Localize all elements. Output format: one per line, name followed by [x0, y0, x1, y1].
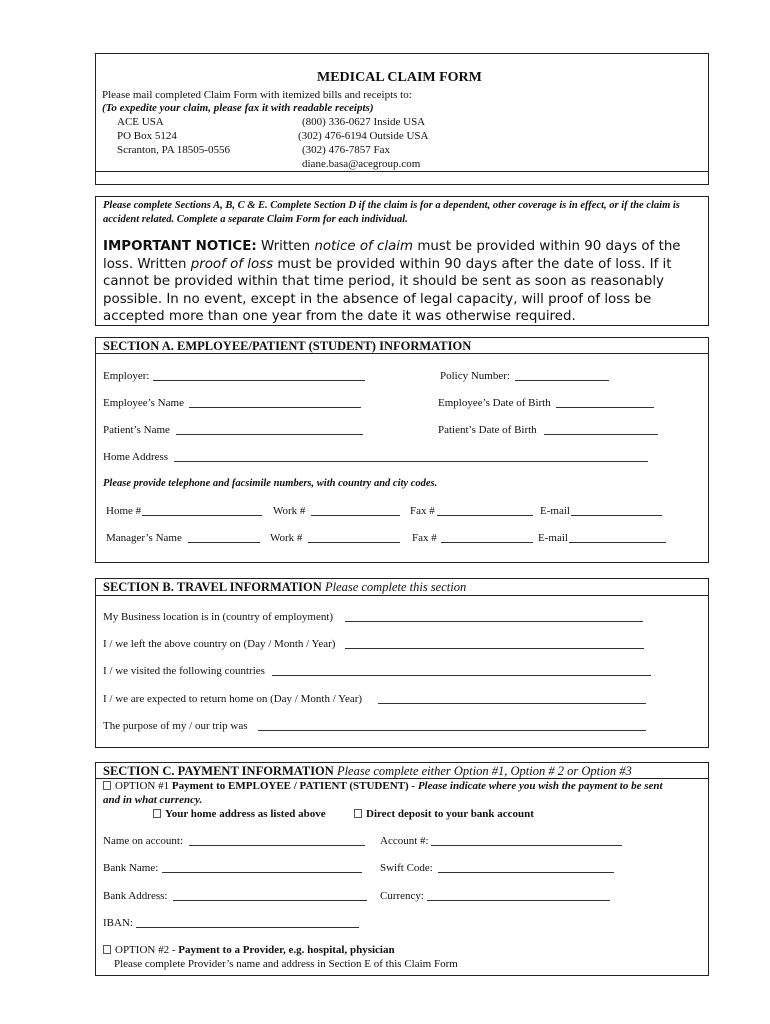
home-phone-input[interactable]: [142, 505, 262, 516]
direct-deposit-option: [354, 808, 534, 820]
bank-name-input[interactable]: [162, 862, 362, 873]
section-b-heading: [103, 580, 466, 595]
employee-name-input[interactable]: [189, 397, 361, 408]
policy-number-label: Policy Number:: [440, 370, 510, 382]
work-phone-input[interactable]: [311, 505, 400, 516]
address-line-2: PO Box 5124: [117, 130, 177, 142]
visited-countries-label: I / we visited the following countries: [103, 665, 265, 677]
option1-continued: and in what currency.: [103, 794, 203, 806]
account-number-input[interactable]: [431, 835, 622, 846]
employer-input[interactable]: [153, 370, 365, 381]
notice-text-2: must be provided within 90 days of the loss. Written: [103, 239, 681, 272]
direct-deposit-option-label: Direct deposit to your bank account: [366, 808, 534, 820]
currency-input[interactable]: [427, 890, 610, 901]
manager-name-input[interactable]: [188, 532, 260, 543]
instructions-text: Please complete Sections A, B, C & E. Complete Section D if the claim is for a dependent, other coverage is in effect, or if the claim is accident related. Complete a separate Claim Form for each individual.: [103, 200, 680, 225]
phone-note: Please provide telephone and facsimile numbers, with country and city codes.: [103, 478, 438, 489]
header-divider: [95, 171, 709, 172]
patient-name-label: Patient’s Name: [103, 424, 170, 436]
name-on-account-input[interactable]: [189, 835, 365, 846]
return-home-input[interactable]: [378, 693, 646, 704]
section-b-note: Please complete this section: [324, 580, 467, 594]
option1-instructions: - Please indicate where you wish the payment to be sent: [408, 780, 663, 792]
bank-address-input[interactable]: [173, 890, 367, 901]
option1-checkbox[interactable]: [103, 781, 111, 790]
swift-code-label: Swift Code:: [380, 862, 433, 874]
direct-deposit-checkbox[interactable]: [354, 809, 362, 818]
contact-email[interactable]: diane.basa@acegroup.com: [302, 158, 421, 170]
account-number-label: Account #:: [380, 835, 429, 847]
section-b-title: SECTION B. TRAVEL INFORMATION: [103, 580, 322, 594]
left-country-input[interactable]: [345, 638, 644, 649]
return-home-label: I / we are expected to return home on (Day / Month / Year): [103, 693, 363, 705]
notice-text-1: Written: [256, 239, 315, 254]
policy-number-input[interactable]: [515, 370, 609, 381]
option2-title: Payment to a Provider, e.g. hospital, physician: [178, 944, 395, 956]
employee-dob-input[interactable]: [556, 397, 654, 408]
notice-label: IMPORTANT NOTICE:: [103, 239, 257, 254]
work-phone-label: Work #: [273, 505, 306, 517]
fax-label: Fax #: [410, 505, 435, 517]
address-line-1: ACE USA: [117, 116, 164, 128]
option2-line: [103, 944, 395, 956]
home-address-label: Home Address: [103, 451, 169, 463]
option1-line: [103, 780, 663, 792]
home-phone-label: Home #: [106, 505, 142, 517]
notice-of-claim: notice of claim: [314, 239, 414, 254]
employee-name-label: Employee’s Name: [103, 397, 184, 409]
section-c-heading: [103, 764, 632, 779]
section-a-heading: SECTION A. EMPLOYEE/PATIENT (STUDENT) INFORMATION: [103, 339, 472, 353]
important-notice: [103, 238, 703, 326]
iban-label: IBAN:: [103, 917, 133, 929]
option1-prefix: OPTION #1: [115, 780, 172, 792]
business-location-input[interactable]: [345, 611, 643, 622]
patient-dob-label: Patient’s Date of Birth: [438, 424, 537, 436]
home-address-option: [153, 808, 326, 820]
visited-countries-input[interactable]: [272, 665, 651, 676]
fax-number: (302) 476-7857 Fax: [302, 144, 390, 156]
trip-purpose-label: The purpose of my / our trip was: [103, 720, 248, 732]
manager-email-label: E-mail: [538, 532, 568, 544]
email-label: E-mail: [540, 505, 570, 517]
form-title: MEDICAL CLAIM FORM: [317, 70, 482, 85]
patient-dob-input[interactable]: [544, 424, 658, 435]
bank-address-label: Bank Address:: [103, 890, 168, 902]
trip-purpose-input[interactable]: [258, 720, 646, 731]
email-input[interactable]: [571, 505, 662, 516]
currency-label: Currency:: [380, 890, 424, 902]
iban-input[interactable]: [136, 917, 359, 928]
employee-dob-label: Employee’s Date of Birth: [438, 397, 551, 409]
phone-inside-usa: (800) 336-0627 Inside USA: [302, 116, 426, 128]
section-c-title: SECTION C. PAYMENT INFORMATION: [103, 764, 334, 778]
fax-input[interactable]: [437, 505, 533, 516]
option2-note: Please complete Provider’s name and address in Section E of this Claim Form: [114, 958, 458, 970]
proof-of-loss: proof of loss: [190, 256, 274, 272]
manager-work-input[interactable]: [308, 532, 400, 543]
phone-outside-usa: (302) 476-6194 Outside USA: [298, 130, 429, 142]
name-on-account-label: Name on account:: [103, 835, 184, 847]
home-address-option-label: Your home address as listed above: [165, 808, 326, 820]
home-address-checkbox[interactable]: [153, 809, 161, 818]
patient-name-input[interactable]: [176, 424, 363, 435]
manager-email-input[interactable]: [569, 532, 666, 543]
section-b-divider: [95, 595, 709, 596]
mail-instructions: Please mail completed Claim Form with itemized bills and receipts to:: [102, 89, 412, 101]
swift-code-input[interactable]: [438, 862, 614, 873]
manager-work-label: Work #: [270, 532, 303, 544]
bank-name-label: Bank Name:: [103, 862, 159, 874]
option1-title: Payment to EMPLOYEE / PATIENT (STUDENT): [171, 780, 409, 792]
section-c-note: Please complete either Option #1, Option # 2 or Option #3: [336, 764, 632, 778]
manager-fax-label: Fax #: [412, 532, 437, 544]
employer-label: Employer:: [103, 370, 150, 382]
left-country-label: I / we left the above country on (Day / Month / Year): [103, 638, 336, 650]
address-line-3: Scranton, PA 18505-0556: [117, 144, 230, 156]
fax-instructions: (To expedite your claim, please fax it with readable receipts): [102, 102, 374, 114]
business-location-label: My Business location is in (country of employment): [103, 611, 334, 623]
notice-text-3: must be provided within 90 days after the date of loss. If it cannot be provided within that time period, it should be sent as soon as reasonably possible. In no event, except in the absence of legal capacity, will proof of loss be accepted more than one year from the date it was otherwise required.: [103, 256, 672, 324]
option2-prefix: OPTION #2 -: [115, 944, 179, 956]
manager-fax-input[interactable]: [441, 532, 533, 543]
home-address-input[interactable]: [174, 451, 648, 462]
option2-checkbox[interactable]: [103, 945, 111, 954]
manager-name-label: Manager’s Name: [106, 532, 182, 544]
